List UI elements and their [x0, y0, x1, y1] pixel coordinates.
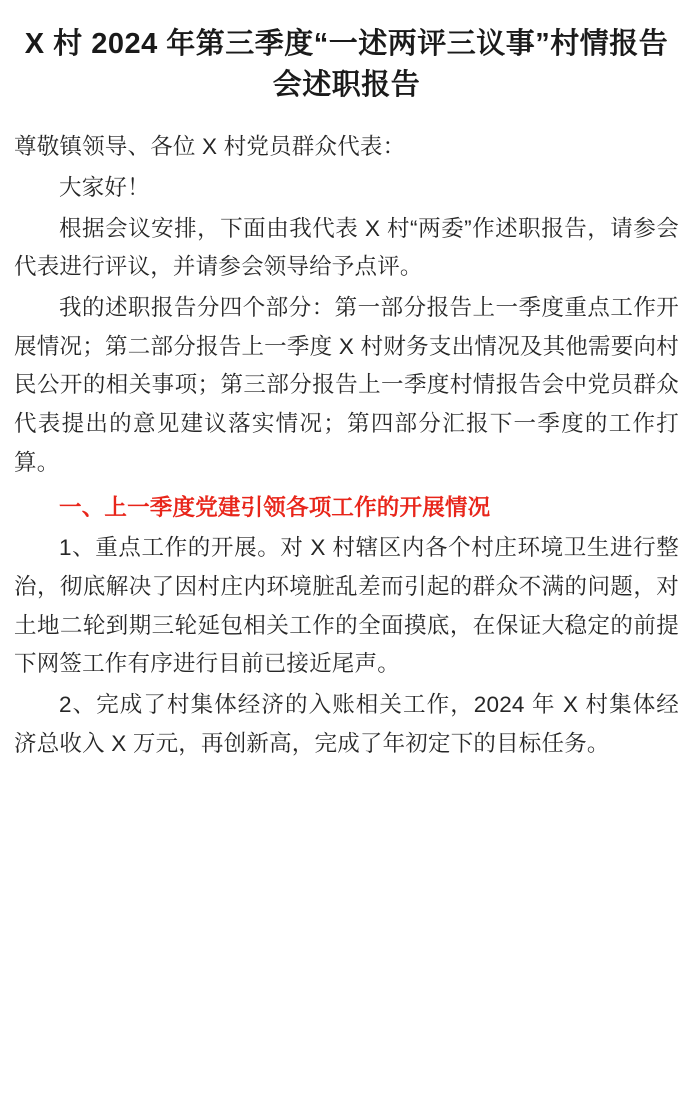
- paragraph-item-1: 1、重点工作的开展。对 X 村辖区内各个村庄环境卫生进行整治，彻底解决了因村庄内环境脏乱差而引起的群众不满的问题，对土地二轮到期三轮延包相关工作的全面摸底，在保证大稳定的前提下网签工作有序进行目前已接近尾声。: [14, 535, 679, 677]
- paragraph-salutation: 尊敬镇领导、各位 X 村党员群众代表：: [14, 134, 406, 160]
- page-title: X 村 2024 年第三季度“一述两评三议事”村情报告会述职报告: [24, 28, 669, 102]
- paragraph-greeting: 大家好！: [59, 175, 150, 201]
- paragraph-structure: 我的述职报告分四个部分：第一部分报告上一季度重点工作开展情况；第二部分报告上一季度 X 村财务支出情况及其他需要向村民公开的相关事项；第三部分报告上一季度村情报告会中党员群众代表提出的意见建议落实情况；第四部分汇报下一季度的工作打算。: [14, 295, 679, 475]
- section-heading-one: 一、上一季度党建引领各项工作的开展情况: [59, 494, 491, 520]
- paragraph-item-2: 2、完成了村集体经济的入账相关工作，2024 年 X 村集体经济总收入 X 万元，再创新高，完成了年初定下的目标任务。: [14, 691, 679, 756]
- paragraph-intro: 根据会议安排，下面由我代表 X 村“两委”作述职报告，请参会代表进行评议，并请参会领导给予点评。: [14, 215, 679, 280]
